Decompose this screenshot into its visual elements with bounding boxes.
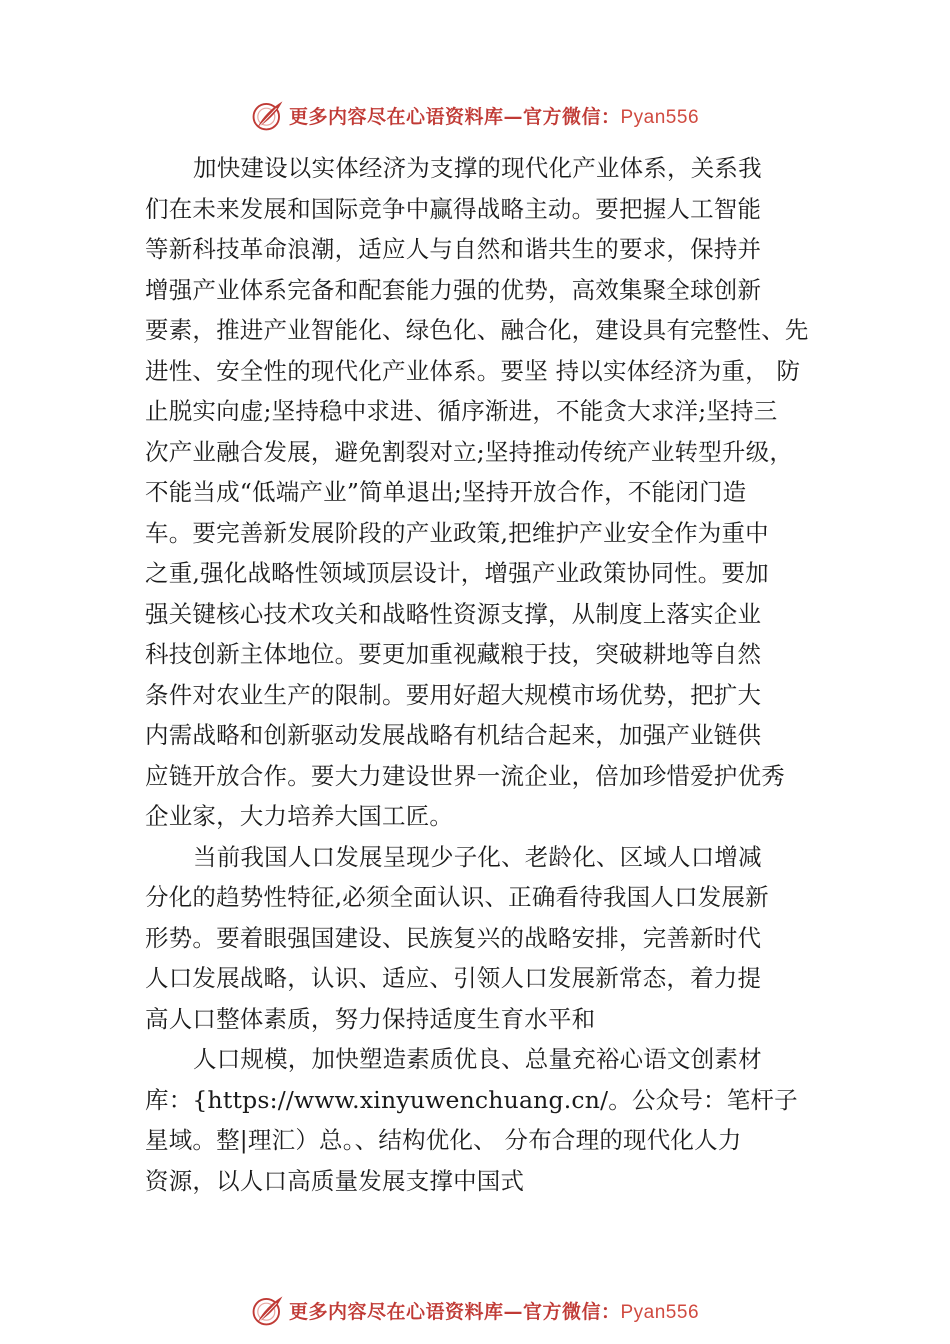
document-body — [145, 148, 815, 1201]
paragraph-line: 不能当成“低端产业”简单退出;坚持开放合作，不能闭门造 — [145, 478, 747, 506]
paragraph-line: 资源，以人口高质量发展支撑中国式 — [145, 1166, 525, 1195]
paragraph-line: 们在未来发展和国际竞争中赢得战略主动。要把握人工智能 — [145, 194, 762, 223]
wechat-id: Pyan556 — [620, 1301, 700, 1323]
header-banner — [0, 95, 950, 135]
paragraph-line: 之重,强化战略性领域顶层设计，增强产业政策协同性。要加 — [145, 559, 769, 587]
paragraph-line: 增强产业体系完备和配套能力强的优势，高效集聚全球创新 — [145, 275, 762, 304]
paragraph-line: 形势。要着眼强国建设、民族复兴的战略安排，完善新时代 — [145, 923, 762, 952]
paragraph-line: 条件对农业生产的限制。要用好超大规模市场优势，把扩大 — [145, 680, 762, 709]
paragraph-line: 次产业融合发展，避免割裂对立;坚持推动传统产业转型升级， — [145, 437, 794, 466]
paragraph-line: 高人口整体素质，努力保持适度生育水平和 — [145, 1004, 596, 1033]
paragraph-line: 科技创新主体地位。要更加重视藏粮于技，突破耕地等自然 — [145, 640, 762, 668]
banner-text: 更多内容尽在心语资料库—官方微信：Pyan556 — [288, 1300, 700, 1323]
paragraph-line: 进性、安全性的现代化产业体系。要坚 持以实体经济为重， 防 — [145, 356, 801, 385]
paragraph-line: 当前我国人口发展呈现少子化、老龄化、区域人口增减 — [193, 842, 762, 871]
paragraph-line: 分化的趋势性特征,必须全面认识、正确看待我国人口发展新 — [145, 883, 769, 911]
banner-text: 更多内容尽在心语资料库—官方微信：Pyan556 — [288, 105, 700, 128]
paragraph-line: 应链开放合作。要大力建设世界一流企业，倍加珍惜爱护优秀 — [145, 761, 785, 790]
feather-quill-logo-icon — [251, 1293, 285, 1327]
paragraph-line: 止脱实向虚;坚持稳中求进、循序渐进，不能贪大求洋;坚持三 — [145, 397, 778, 425]
paragraph-line: 强关键核心技术攻关和战略性资源支撑，从制度上落实企业 — [145, 599, 762, 628]
paragraph-line: 人口发展战略，认识、适应、引领人口发展新常态，着力提 — [145, 964, 762, 992]
paragraph-line: 等新科技革命浪潮，适应人与自然和谐共生的要求，保持并 — [145, 235, 762, 263]
paragraph-line: 星域。整|理汇）总。、结构优化、 分布合理的现代化人力 — [145, 1126, 742, 1154]
feather-quill-logo-icon — [251, 98, 285, 132]
paragraph-line: 车。要完善新发展阶段的产业政策,把维护产业安全作为重中 — [145, 518, 769, 547]
wechat-id: Pyan556 — [620, 106, 700, 128]
footer-banner — [0, 1290, 950, 1330]
paragraph-line: 要素，推进产业智能化、绿色化、融合化，建设具有完整性、先 — [145, 316, 809, 344]
paragraph-line: 企业家，大力培养大国工匠。 — [145, 802, 454, 830]
paragraph-line: 人口规模，加快塑造素质优良、总量充裕心语文创素材 — [193, 1045, 762, 1073]
paragraph-line: 加快建设以实体经济为支撑的现代化产业体系，关系我 — [193, 154, 762, 182]
paragraph-line: 内需战略和创新驱动发展战略有机结合起来，加强产业链供 — [145, 721, 762, 749]
paragraph-line: 库：{https://www.xinyuwenchuang.cn/。公众号：笔杆子 — [145, 1085, 798, 1114]
